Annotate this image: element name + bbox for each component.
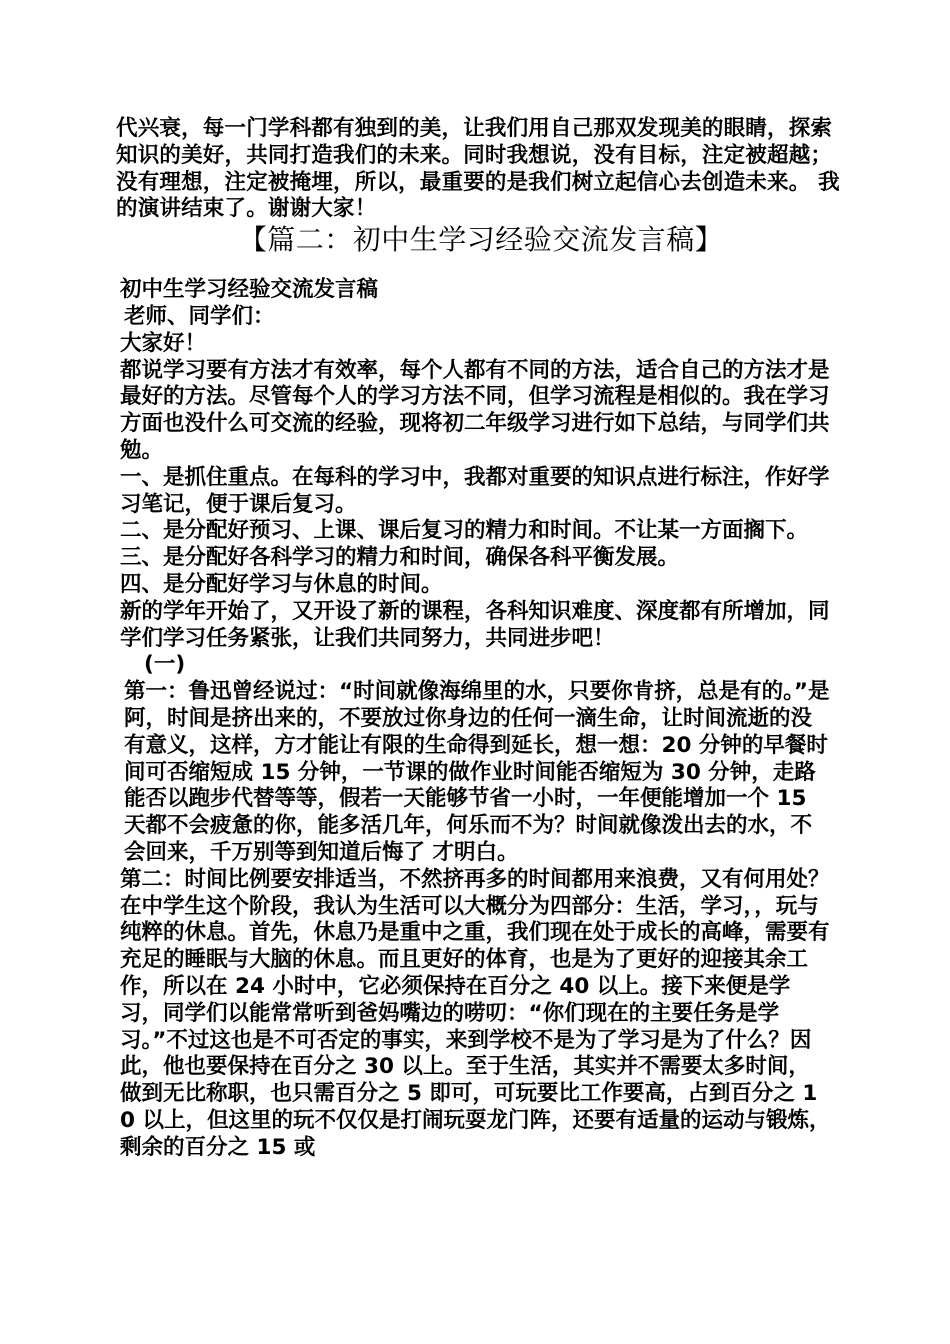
paragraph-first: 第一：鲁迅曾经说过：“时间就像海绵里的水，只要你肯挤，总是有的。”是阿，时间是挤出来的，不要放过你身边的任何一滴生命，让时间流逝的没有意义，这样，方才能让有限的生命得到延长，想一想：20 分钟的早餐时间可否缩短成 15 分钟，一节课的做作业时间能否缩短为 30 分钟，走路能否以跑步代替等等，假若一天能够节省一小时，一年便能增加一个 15 天都不会疲惫的你，能多活几年，何乐而不为？时间就像泼出去的水，不会回来，千万别等到知道后悔了 才明白。 (124, 679, 830, 865)
point-three: 三、是分配好各科学习的精力和时间，确保各科平衡发展。 (120, 545, 680, 571)
paragraph-methods: 都说学习要有方法才有效率，每个人都有不同的方法，适合自己的方法才是最好的方法。尽管每个人的学习方法不同，但学习流程是相似的。我在学习方面也没什么可交流的经验，现将初二年级学习进行如下总结，与同学们共勉。 (120, 357, 830, 463)
sub-heading: (一) (144, 652, 186, 678)
point-two: 二、是分配好预习、上课、课后复习的精力和时间。不让某一方面搁下。 (120, 518, 809, 544)
point-four: 四、是分配好学习与休息的时间。 (120, 571, 443, 597)
paragraph-new-year: 新的学年开始了，又开设了新的课程，各科知识难度、深度都有所增加，同学们学习任务紧张，让我们共同努力，共同进步吧！ (120, 598, 830, 651)
point-one: 一、是抓住重点。在每科的学习中，我都对重要的知识点进行标注，作好学习笔记，便于课后复习。 (120, 464, 830, 517)
intro-paragraph: 代兴衰，每一门学科都有独到的美，让我们用自己那双发现美的眼睛，探索知识的美好，共同打造我们的未来。同时我想说，没有目标，注定被超越；没有理想，注定被掩埋，所以，最重要的是我们树立起信心去创造未来。 我的演讲结束了。谢谢大家！ (116, 116, 840, 222)
document-body (116, 277, 831, 1161)
salutation-greeting: 大家好！ (120, 330, 207, 356)
document-page (116, 116, 846, 1161)
section-title: 【篇二：初中生学习经验交流发言稿】 (238, 223, 724, 257)
paragraph-second: 第二：时间比例要安排适当，不然挤再多的时间都用来浪费，又有何用处？在中学生这个阶段，我认为生活可以大概分为四部分：生活，学习，，玩与纯粹的休息。首先，休息乃是重中之重，我们现在处于成长的高峰，需要有充足的睡眠与大脑的休息。而且更好的体育，也是为了更好的迎接其余工作，所以在 24 小时中，它必须保持在百分之 40 以上。接下来便是学习，同学们以能常常听到爸妈嘴边的唠叨：“你们现在的主要任务是学习。”不过这也是不可否定的事实，来到学校不是为了学习是为了什么？因此，他也要保持在百分之 30 以上。至于生活，其实并不需要太多时间，做到无比称职，也只需百分之 5 即可，可玩要比工作要高，占到百分之 10 以上，但这里的玩不仅仅是打闹玩耍龙门阵，还要有适量的运动与锻炼，剩余的百分之 15 或 (120, 866, 831, 1160)
salutation-teachers: 老师、同学们： (124, 303, 275, 329)
document-heading: 初中生学习经验交流发言稿 (120, 277, 379, 303)
